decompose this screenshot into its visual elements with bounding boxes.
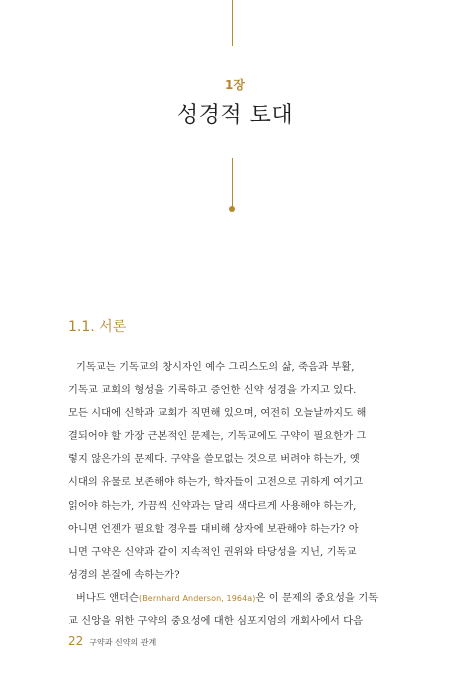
text-line: 결되어야 할 가장 근본적인 문제는, 기독교에도 구약이 필요한가 그	[68, 431, 367, 443]
citation: (Bernhard Anderson, 1964a)	[138, 593, 256, 603]
text-line-prefix: 아니면 언젠가 필요할 경우를	[68, 523, 198, 535]
text-line: 읽어야 하는가, 가끔씩 신약과는 달리 색다르게 사용해야 하는가,	[68, 500, 357, 512]
top-decorative-rule	[232, 0, 233, 46]
chapter-title: 성경적 토대	[176, 103, 294, 128]
text-line	[68, 518, 394, 541]
text-line: 기독교 교회의 형성을 기록하고 증언한 신약 성경을 가지고 있다.	[68, 385, 357, 397]
text-line	[68, 587, 394, 610]
decorative-dot	[229, 206, 235, 212]
mid-decorative-rule	[232, 158, 233, 208]
text-line: 성경의 본질에 속하는가?	[68, 569, 180, 581]
paragraph-2	[68, 587, 394, 633]
text-line: 교 신앙을 위한 구약의 중요성에 대한 심포지엄의 개회사에서 다음	[68, 616, 364, 628]
body-text	[68, 356, 394, 633]
page-footer	[68, 634, 156, 648]
text-line: 모든 시대에 신학과 교회가 직면해 있으며, 여전히 오늘날까지도 해	[68, 408, 367, 420]
text-line-suffix: 대비해 상자에 보관해야 하는가? 아	[200, 523, 359, 535]
section-heading: 1.1. 서론	[68, 319, 127, 335]
text-line-end: 은 이 문제의 중요성을 기독	[255, 592, 379, 604]
text-line: 기독교는 기독교의 창시자인 예수 그리스도의 삶, 죽음과 부활,	[76, 362, 355, 373]
text-line: 니면 구약은 신약과 같이 지속적인 권위와 타당성을 지닌, 기독교	[68, 546, 357, 558]
paragraph-1	[68, 356, 394, 587]
text-line: 렇지 않은가의 문제다. 구약을 쓸모없는 것으로 버려야 하는가, 옛	[68, 454, 360, 466]
running-title: 구약과 신약의 관계	[89, 638, 157, 647]
page-number: 22	[68, 634, 84, 648]
chapter-label: 1장	[225, 78, 245, 92]
author-name: 버나드 앤더슨	[76, 592, 139, 604]
text-line: 시대의 유물로 보존해야 하는가, 학자들이 고전으로 귀하게 여기고	[68, 477, 364, 489]
